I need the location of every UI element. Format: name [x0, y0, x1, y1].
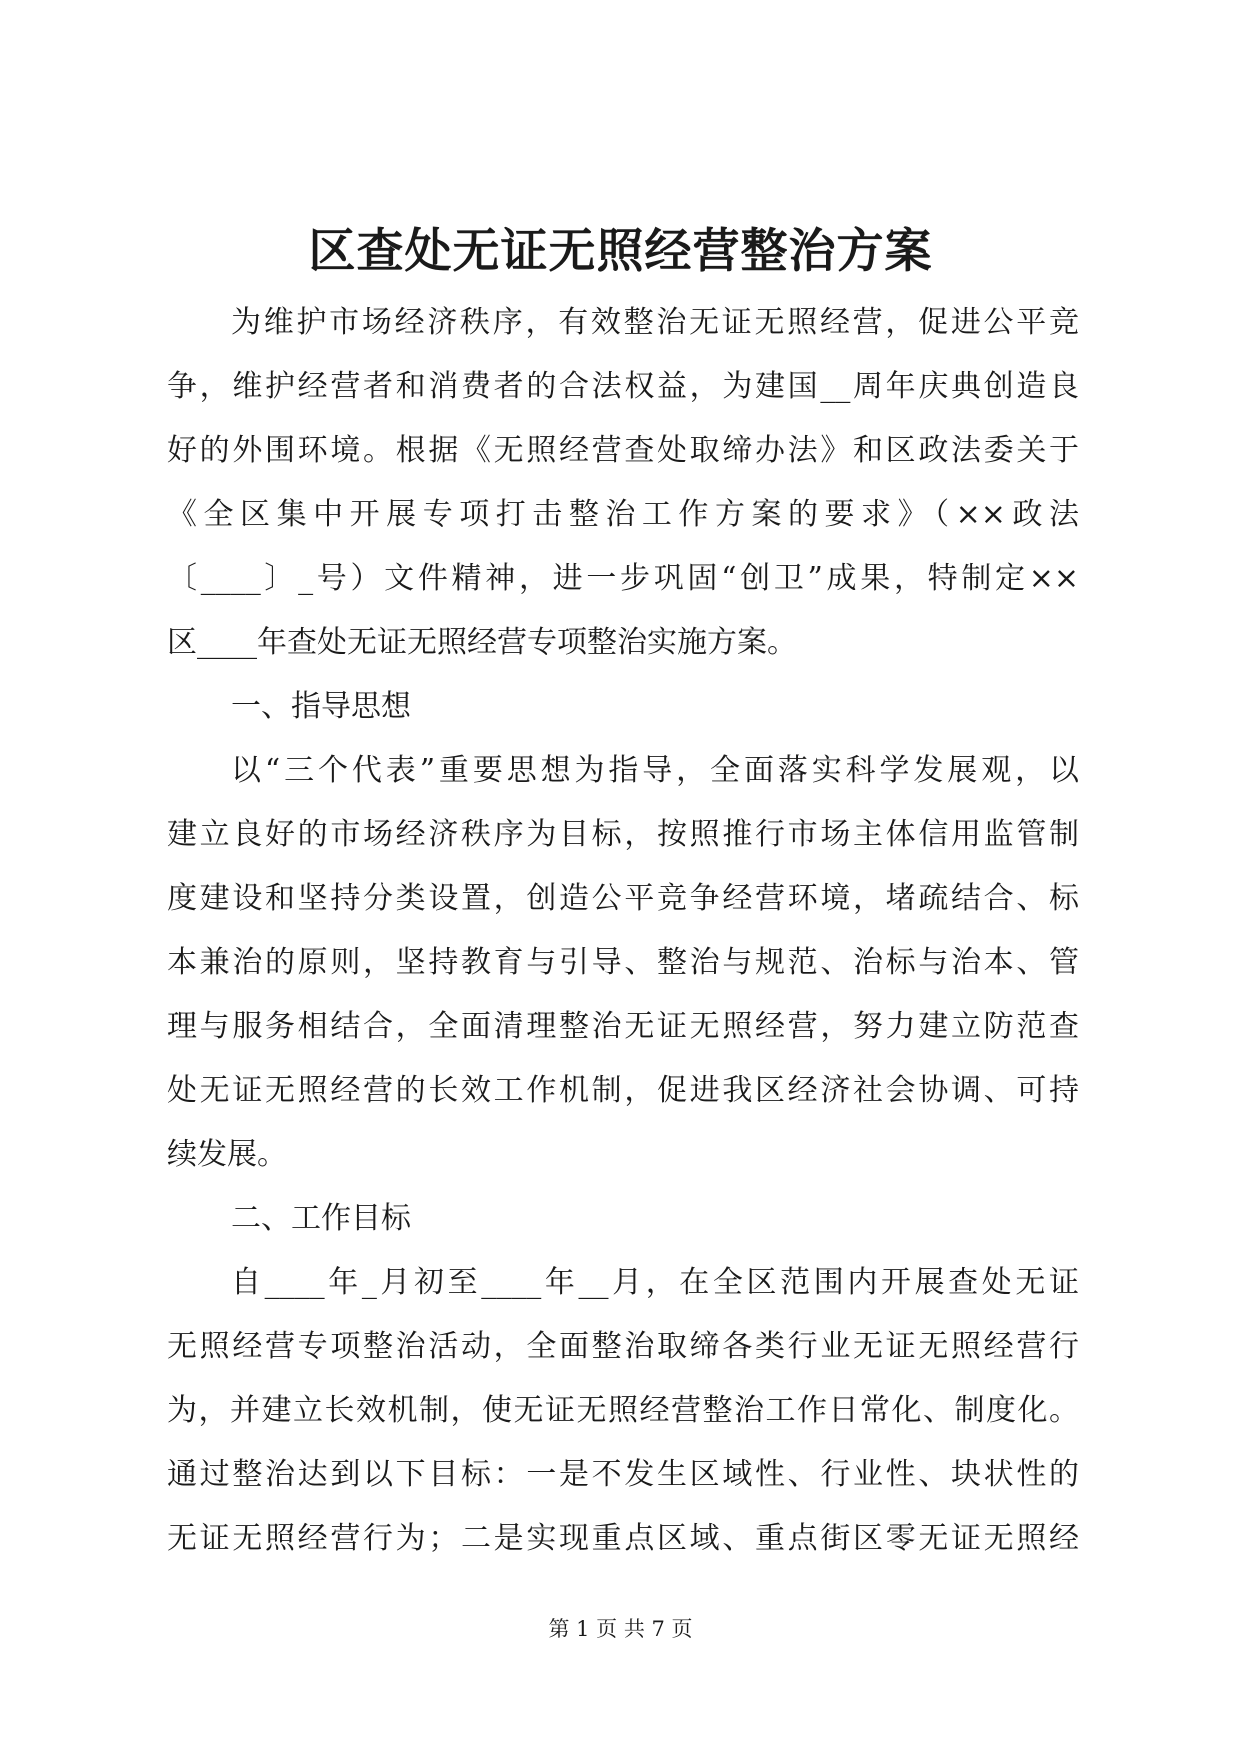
paragraph-line: 《全区集中开展专项打击整治工作方案的要求》（××政法	[167, 497, 1079, 532]
paragraph-line: 以“三个代表”重要思想为指导，全面落实科学发展观，以	[231, 753, 1079, 788]
document-body	[167, 291, 1079, 1571]
paragraph-line: 处无证无照经营的长效工作机制，促进我区经济社会协调、可持	[167, 1073, 1079, 1108]
paragraph-line: 为维护市场经济秩序，有效整治无证无照经营，促进公平竞	[231, 305, 1079, 340]
paragraph-line: 自____年_月初至____年__月，在全区范围内开展查处无证	[231, 1265, 1079, 1300]
paragraph-line: 续发展。	[167, 1137, 287, 1172]
paragraph-line: 无照经营专项整治活动，全面整治取缔各类行业无证无照经营行	[167, 1329, 1079, 1364]
section-heading: 一、指导思想	[231, 689, 411, 724]
paragraph-line: 通过整治达到以下目标：一是不发生区域性、行业性、块状性的	[167, 1457, 1079, 1492]
paragraph-line: 度建设和坚持分类设置，创造公平竞争经营环境，堵疏结合、标	[167, 881, 1079, 916]
paragraph-line: 区____年查处无证无照经营专项整治实施方案。	[167, 625, 797, 660]
paragraph-line: 无证无照经营行为；二是实现重点区域、重点街区零无证无照经	[167, 1521, 1079, 1556]
page-footer: 第 1 页 共 7 页	[548, 1617, 693, 1641]
document-title: 区查处无证无照经营整治方案	[308, 224, 933, 279]
paragraph-line: 争，维护经营者和消费者的合法权益，为建国__周年庆典创造良	[167, 369, 1079, 404]
section-heading: 二、工作目标	[231, 1201, 411, 1236]
paragraph-line: 好的外围环境。根据《无照经营查处取缔办法》和区政法委关于	[167, 433, 1079, 468]
paragraph-line: 建立良好的市场经济秩序为目标，按照推行市场主体信用监管制	[167, 817, 1079, 852]
paragraph-line: 为，并建立长效机制，使无证无照经营整治工作日常化、制度化。	[167, 1393, 1079, 1428]
paragraph-line: 〔____〕_号）文件精神，进一步巩固“创卫”成果，特制定××	[167, 561, 1079, 596]
paragraph-line: 理与服务相结合，全面清理整治无证无照经营，努力建立防范查	[167, 1009, 1079, 1044]
paragraph-line: 本兼治的原则，坚持教育与引导、整治与规范、治标与治本、管	[167, 945, 1079, 980]
